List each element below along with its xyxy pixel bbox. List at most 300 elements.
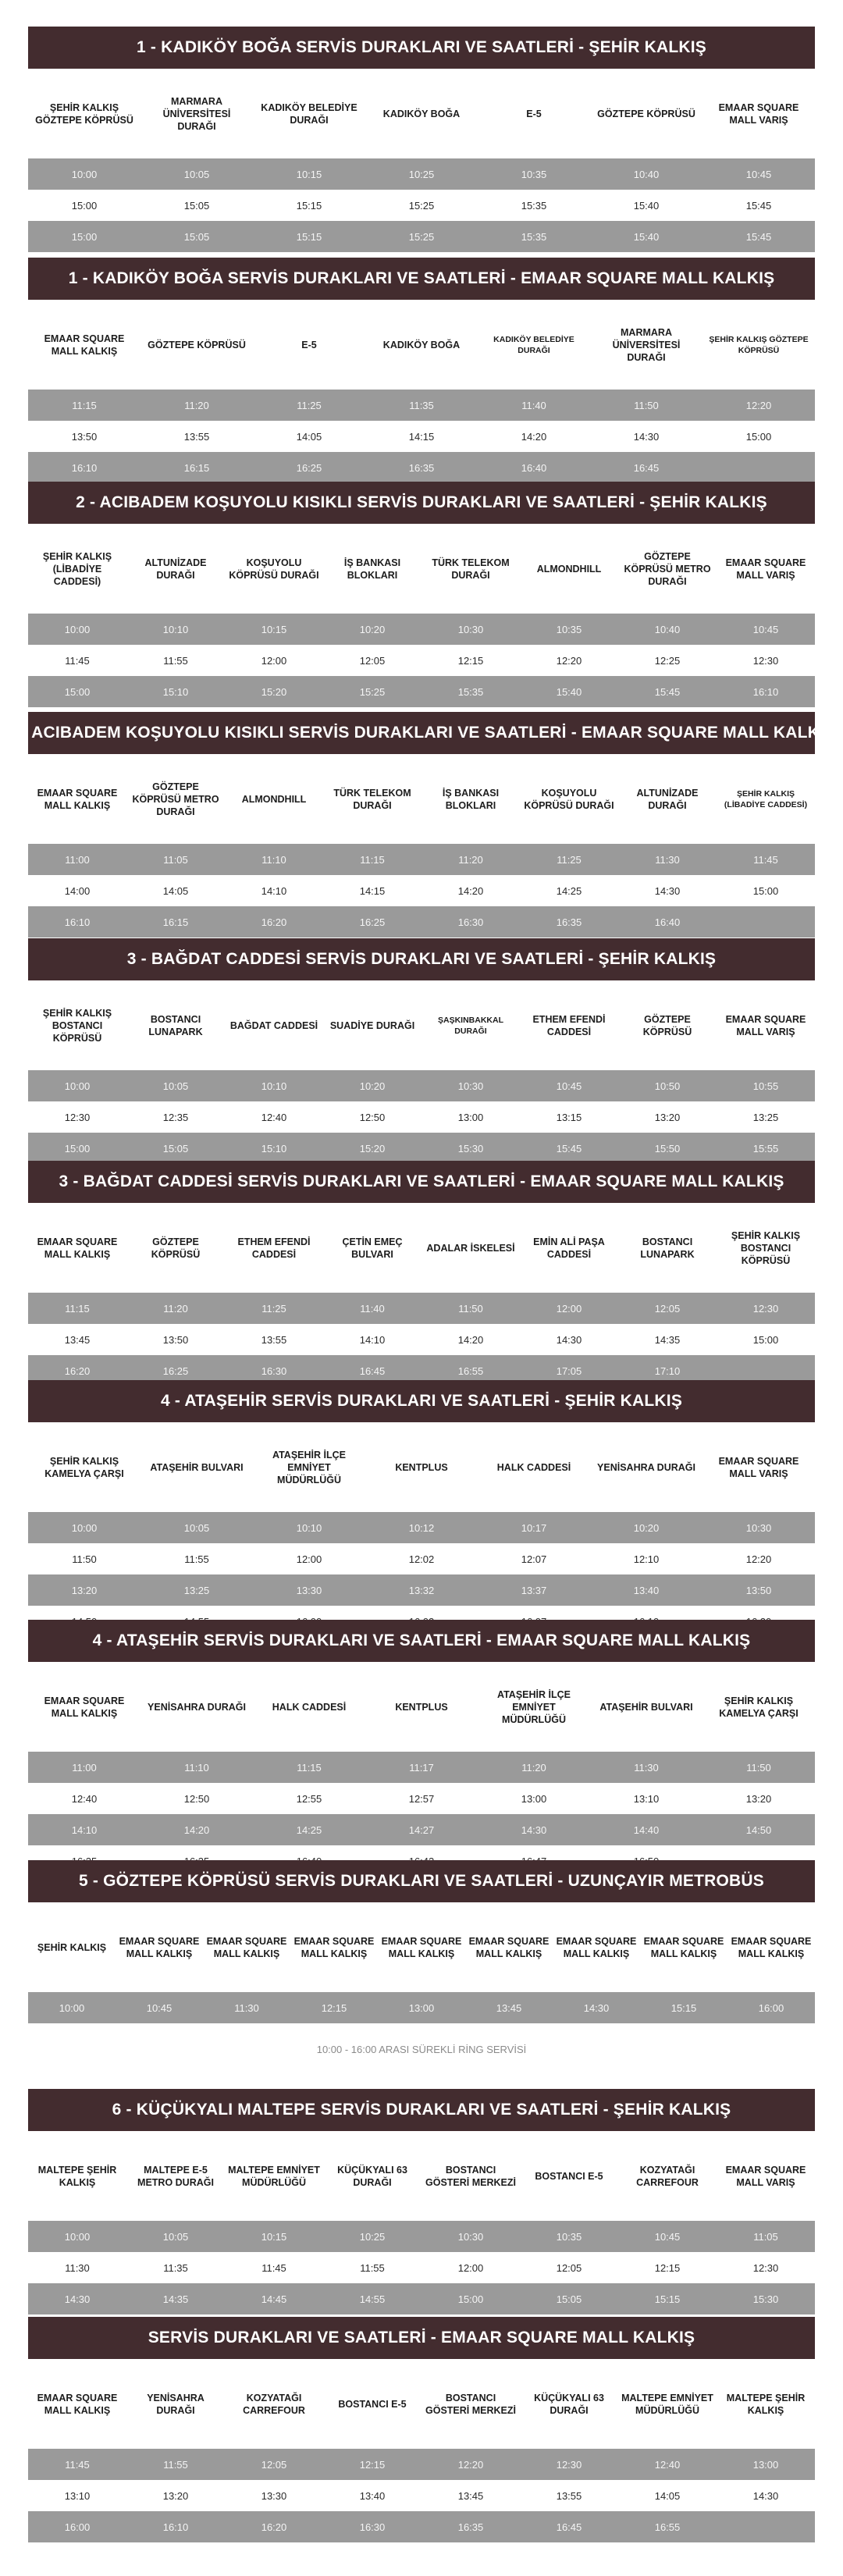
schedule-row <box>28 1293 815 1324</box>
stop-name-header: EMİN ALİ PAŞA CADDESİ <box>533 1236 605 1260</box>
stop-name-header: MALTEPE EMNİYET MÜDÜRLÜĞÜ <box>228 2164 320 2188</box>
stop-name-header: EMAAR SQUARE MALL KALKIŞ <box>44 333 125 357</box>
departure-time-cell: 15:05 <box>162 1142 189 1155</box>
departure-time-cell: 10:15 <box>296 168 322 180</box>
departure-time-cell: 11:10 <box>184 1761 209 1774</box>
stop-name-header: EMAAR SQUARE MALL KALKIŞ <box>44 1695 125 1719</box>
departure-time-cell: 14:15 <box>408 430 435 443</box>
stop-name-header: EMAAR SQUARE MALL KALKIŞ <box>119 1935 200 1959</box>
departure-time-cell: 13:20 <box>654 1111 681 1123</box>
schedule-row <box>28 614 815 645</box>
stop-name-header: EMAAR SQUARE MALL KALKIŞ <box>556 1935 637 1959</box>
departure-time-cell: 12:50 <box>359 1111 386 1123</box>
departure-time-cell: 14:00 <box>64 884 91 897</box>
departure-time-cell: 16:10 <box>752 685 779 698</box>
stop-name-header: GÖZTEPE KÖPRÜSÜ <box>597 108 695 119</box>
section-title: 4 - ATAŞEHİR SERVİS DURAKLARI VE SAATLERİ - ŞEHİR KALKIŞ <box>28 1380 815 1422</box>
departure-time-cell: 11:30 <box>634 1761 659 1774</box>
stop-name-header: BOSTANCI E-5 <box>338 2398 407 2410</box>
departure-time-cell: 11:15 <box>360 853 385 866</box>
departure-time-cell: 17:05 <box>556 1364 582 1377</box>
departure-time-cell: 11:45 <box>65 654 90 667</box>
stop-header-row <box>28 1662 815 1752</box>
departure-time-cell: 16:55 <box>654 2521 681 2533</box>
departure-time-cell: 12:05 <box>359 654 386 667</box>
stop-name-header: MALTEPE ŞEHİR KALKIŞ <box>726 2392 806 2416</box>
departure-time-cell: 14:25 <box>556 884 582 897</box>
departure-time-cell: 10:17 <box>521 1521 547 1534</box>
stop-name-header: ATAŞEHİR İLÇE EMNİYET MÜDÜRLÜĞÜ <box>497 1688 571 1725</box>
departure-time-cell: 15:00 <box>752 884 779 897</box>
schedule-row <box>28 1752 815 1783</box>
departure-time-cell: 10:00 <box>71 1521 98 1534</box>
departure-time-cell: 13:00 <box>457 1111 484 1123</box>
schedule-row <box>28 390 815 421</box>
departure-time-cell: 15:35 <box>521 230 547 243</box>
departure-time-cell: 11:45 <box>753 853 778 866</box>
departure-time-cell: 11:50 <box>746 1761 771 1774</box>
departure-time-cell: 12:15 <box>457 654 484 667</box>
departure-time-cell: 14:50 <box>745 1823 772 1836</box>
stop-name-header: KOZYATAĞI CARREFOUR <box>243 2392 305 2416</box>
departure-time-cell: 10:45 <box>654 2230 681 2243</box>
section-title: 6 - KÜÇÜKYALI MALTEPE SERVİS DURAKLARI VE SAATLERİ - ŞEHİR KALKIŞ <box>28 2089 815 2131</box>
departure-time-cell: 14:05 <box>654 2489 681 2502</box>
schedule-row <box>28 421 815 452</box>
departure-time-cell: 14:30 <box>752 2489 779 2502</box>
departure-time-cell: 11:15 <box>65 1302 90 1315</box>
stop-name-header: GÖZTEPE KÖPRÜSÜ <box>151 1236 201 1260</box>
departure-time-cell: 13:50 <box>162 1333 189 1346</box>
departure-time-cell: 11:50 <box>72 1553 97 1565</box>
section-title: 4 - ATAŞEHİR SERVİS DURAKLARI VE SAATLERİ - EMAAR SQUARE MALL KALKIŞ <box>28 1620 815 1662</box>
departure-time-cell: 10:55 <box>752 1080 779 1092</box>
schedule-section <box>28 1620 815 1877</box>
schedule-row <box>28 1101 815 1133</box>
departure-time-cell: 14:30 <box>521 1823 547 1836</box>
departure-time-cell: 15:45 <box>654 685 681 698</box>
stop-header-row <box>28 300 815 390</box>
departure-time-cell: 16:35 <box>556 916 582 928</box>
departure-time-cell: 13:50 <box>745 1584 772 1596</box>
departure-time-cell: 17:10 <box>654 1364 681 1377</box>
departure-time-cell: 11:15 <box>297 1761 322 1774</box>
departure-time-cell: 14:10 <box>71 1823 98 1836</box>
departure-time-cell: 15:15 <box>654 2293 681 2305</box>
departure-time-cell: 15:00 <box>71 230 98 243</box>
schedule-section <box>28 258 815 483</box>
stop-header-row <box>28 2131 815 2221</box>
departure-time-cell: 12:05 <box>261 2458 287 2471</box>
departure-time-cell: 12:15 <box>359 2458 386 2471</box>
departure-time-cell: 10:35 <box>521 168 547 180</box>
departure-time-cell: 10:35 <box>556 2230 582 2243</box>
schedule-row <box>28 2252 815 2283</box>
stop-name-header: TÜRK TELEKOM DURAĞI <box>432 557 510 581</box>
departure-time-cell: 16:10 <box>162 2521 189 2533</box>
stop-name-header: ATAŞEHİR BULVARI <box>599 1701 693 1713</box>
departure-time-cell: 14:30 <box>556 1333 582 1346</box>
stop-name-header: EMAAR SQUARE MALL VARIŞ <box>718 1455 799 1479</box>
departure-time-cell: 11:10 <box>261 853 286 866</box>
schedule-section <box>28 1380 815 1637</box>
stop-name-header: ŞEHİR KALKIŞ GÖZTEPE KÖPRÜSÜ <box>709 334 809 355</box>
stop-name-header: EMAAR SQUARE MALL KALKIŞ <box>37 2392 118 2416</box>
departure-time-cell: 15:00 <box>64 685 91 698</box>
departure-time-cell: 16:35 <box>457 2521 484 2533</box>
departure-time-cell: 11:25 <box>261 1302 286 1315</box>
departure-time-cell: 15:00 <box>71 199 98 212</box>
departure-time-cell: 15:35 <box>521 199 547 212</box>
departure-time-cell: 10:05 <box>183 168 210 180</box>
departure-time-cell: 13:20 <box>162 2489 189 2502</box>
departure-time-cell: 12:57 <box>408 1792 435 1805</box>
stop-name-header: KOŞUYOLU KÖPRÜSÜ DURAĞI <box>524 787 614 811</box>
departure-time-cell: 12:40 <box>261 1111 287 1123</box>
stop-name-header: EMAAR SQUARE MALL VARIŞ <box>718 101 799 126</box>
departure-time-cell: 10:05 <box>183 1521 210 1534</box>
departure-time-cell: 11:20 <box>521 1761 546 1774</box>
departure-time-cell: 11:50 <box>458 1302 483 1315</box>
departure-time-cell: 14:40 <box>633 1823 660 1836</box>
departure-time-cell: 16:15 <box>162 916 189 928</box>
stop-name-header: ATAŞEHİR İLÇE EMNİYET MÜDÜRLÜĞÜ <box>272 1449 346 1485</box>
stop-name-header: ALMONDHILL <box>241 793 307 805</box>
departure-time-cell: 16:30 <box>261 1364 287 1377</box>
stop-name-header: HALK CADDESİ <box>272 1701 347 1713</box>
departure-time-cell: 16:25 <box>162 1364 189 1377</box>
stop-header-row <box>28 524 815 614</box>
departure-time-cell: 10:45 <box>146 2001 173 2014</box>
departure-time-cell: 14:30 <box>64 2293 91 2305</box>
departure-time-cell: 13:00 <box>521 1792 547 1805</box>
stop-name-header: GÖZTEPE KÖPRÜSÜ METRO DURAĞI <box>132 781 219 817</box>
departure-time-cell: 11:50 <box>634 399 659 411</box>
departure-time-cell: 10:30 <box>457 2230 484 2243</box>
departure-time-cell: 14:20 <box>521 430 547 443</box>
stop-name-header: E-5 <box>301 339 317 350</box>
departure-time-cell: 11:55 <box>184 1553 209 1565</box>
stop-name-header: KENTPLUS <box>395 1461 448 1473</box>
departure-time-cell: 10:30 <box>457 1080 484 1092</box>
departure-time-cell: 14:30 <box>583 2001 610 2014</box>
stop-name-header: YENİSAHRA DURAĞI <box>147 2392 205 2416</box>
departure-time-cell: 12:07 <box>521 1553 547 1565</box>
departure-time-cell: 13:45 <box>457 2489 484 2502</box>
departure-time-cell: 12:00 <box>296 1553 322 1565</box>
departure-time-cell: 10:35 <box>556 623 582 635</box>
stop-name-header: ÇETİN EMEÇ BULVARI <box>342 1236 403 1260</box>
stop-name-header: İŞ BANKASI BLOKLARI <box>343 557 401 581</box>
departure-time-cell: 16:00 <box>758 2001 784 2014</box>
stop-name-header: ŞEHİR KALKIŞ GÖZTEPE KÖPRÜSÜ <box>35 101 133 126</box>
schedule-row <box>28 158 815 190</box>
section-title: 3 - BAĞDAT CADDESİ SERVİS DURAKLARI VE SAATLERİ - ŞEHİR KALKIŞ <box>28 938 815 980</box>
stop-name-header: E-5 <box>526 108 542 119</box>
section-title: 1 - KADIKÖY BOĞA SERVİS DURAKLARI VE SAATLERİ - ŞEHİR KALKIŞ <box>28 27 815 69</box>
departure-time-cell: 15:25 <box>408 230 435 243</box>
stop-name-header: GÖZTEPE KÖPRÜSÜ <box>642 1013 692 1037</box>
schedule-section <box>28 938 815 1164</box>
stop-name-header: ŞEHİR KALKIŞ KAMELYA ÇARŞI <box>44 1455 124 1479</box>
stop-name-header: BOSTANCI LUNAPARK <box>148 1013 203 1037</box>
stop-name-header: KADIKÖY BELEDİYE DURAĞI <box>261 101 357 126</box>
departure-time-cell: 13:30 <box>296 1584 322 1596</box>
departure-time-cell: 10:45 <box>752 623 779 635</box>
departure-time-cell: 14:25 <box>296 1823 322 1836</box>
departure-time-cell: 15:25 <box>359 685 386 698</box>
departure-time-cell: 10:00 <box>64 2230 91 2243</box>
stop-name-header: ETHEM EFENDİ CADDESİ <box>237 1236 311 1260</box>
schedule-section <box>28 2317 815 2542</box>
departure-time-cell: 12:15 <box>321 2001 347 2014</box>
stop-header-row <box>28 2359 815 2449</box>
departure-time-cell: 15:35 <box>457 685 484 698</box>
stop-name-header: BOSTANCI LUNAPARK <box>640 1236 695 1260</box>
departure-time-cell: 10:10 <box>162 623 189 635</box>
departure-time-cell: 10:20 <box>359 1080 386 1092</box>
departure-time-cell: 15:40 <box>633 199 660 212</box>
stop-name-header: ALTUNİZADE DURAĞI <box>636 787 699 811</box>
departure-time-cell: 13:32 <box>408 1584 435 1596</box>
departure-time-cell: 10:30 <box>745 1521 772 1534</box>
departure-time-cell: 10:15 <box>261 2230 287 2243</box>
stop-name-header: İŞ BANKASI BLOKLARI <box>442 787 500 811</box>
ring-service-note: 10:00 - 16:00 ARASI SÜREKLİ RİNG SERVİSİ <box>316 2044 527 2055</box>
departure-time-cell: 14:35 <box>654 1333 681 1346</box>
departure-time-cell: 16:45 <box>633 461 660 474</box>
schedule-row <box>28 2283 815 2314</box>
departure-time-cell: 10:40 <box>654 623 681 635</box>
departure-time-cell: 15:40 <box>556 685 582 698</box>
departure-time-cell: 16:10 <box>64 916 91 928</box>
departure-time-cell: 13:00 <box>408 2001 435 2014</box>
departure-time-cell: 12:30 <box>752 1302 779 1315</box>
departure-time-cell: 11:45 <box>65 2458 90 2471</box>
departure-time-cell: 12:02 <box>408 1553 435 1565</box>
departure-time-cell: 13:25 <box>752 1111 779 1123</box>
stop-name-header: ŞEHİR KALKIŞ BOSTANCI KÖPRÜSÜ <box>42 1007 112 1044</box>
departure-time-cell: 10:25 <box>359 2230 386 2243</box>
stop-name-header: EMAAR SQUARE MALL KALKIŞ <box>293 1935 375 1959</box>
section-title: 3 - BAĞDAT CADDESİ SERVİS DURAKLARI VE SAATLERİ - EMAAR SQUARE MALL KALKIŞ <box>28 1161 815 1203</box>
section-title: 5 - GÖZTEPE KÖPRÜSÜ SERVİS DURAKLARI VE SAATLERİ - UZUNÇAYIR METROBÜS <box>28 1860 815 1902</box>
departure-time-cell: 16:30 <box>359 2521 386 2533</box>
departure-time-cell: 16:45 <box>556 2521 582 2533</box>
departure-time-cell: 15:05 <box>556 2293 582 2305</box>
departure-time-cell: 15:45 <box>745 230 772 243</box>
schedule-section <box>28 482 815 707</box>
departure-time-cell: 10:00 <box>59 2001 85 2014</box>
departure-time-cell: 11:00 <box>65 853 90 866</box>
section-title: 2 - ACIBADEM KOŞUYOLU KISIKLI SERVİS DURAKLARI VE SAATLERİ - EMAAR SQUARE MALL KALKIŞ <box>28 712 815 754</box>
departure-time-cell: 13:10 <box>64 2489 91 2502</box>
stop-name-header: KADIKÖY BOĞA <box>382 108 461 119</box>
departure-time-cell: 11:35 <box>163 2261 188 2274</box>
departure-time-cell: 11:45 <box>261 2261 286 2274</box>
departure-time-cell: 12:15 <box>654 2261 681 2274</box>
departure-time-cell: 14:05 <box>296 430 322 443</box>
departure-time-cell: 16:20 <box>64 1364 91 1377</box>
stop-name-header: KOŞUYOLU KÖPRÜSÜ DURAĞI <box>229 557 319 581</box>
schedule-row <box>28 2221 815 2252</box>
stop-name-header: EMAAR SQUARE MALL KALKIŞ <box>206 1935 287 1959</box>
departure-time-cell: 15:50 <box>654 1142 681 1155</box>
departure-time-cell: 10:00 <box>64 1080 91 1092</box>
departure-time-cell: 16:45 <box>359 1364 386 1377</box>
departure-time-cell: 12:20 <box>457 2458 484 2471</box>
stop-name-header: KENTPLUS <box>395 1701 448 1713</box>
stop-name-header: ŞAŞKINBAKKAL DURAĞI <box>438 1015 503 1036</box>
departure-time-cell: 16:00 <box>64 2521 91 2533</box>
departure-time-cell: 16:20 <box>261 2521 287 2533</box>
departure-time-cell: 15:05 <box>183 230 210 243</box>
departure-time-cell: 14:10 <box>261 884 287 897</box>
departure-time-cell: 13:25 <box>183 1584 210 1596</box>
departure-time-cell: 16:55 <box>457 1364 484 1377</box>
stop-name-header: YENİSAHRA DURAĞI <box>148 1701 246 1713</box>
section-title: 1 - KADIKÖY BOĞA SERVİS DURAKLARI VE SAATLERİ - EMAAR SQUARE MALL KALKIŞ <box>28 258 815 300</box>
stop-name-header: MALTEPE ŞEHİR KALKIŞ <box>37 2164 117 2188</box>
stop-name-header: EMAAR SQUARE MALL KALKIŞ <box>381 1935 462 1959</box>
schedule-row <box>28 2511 815 2542</box>
departure-time-cell: 10:45 <box>556 1080 582 1092</box>
schedule-row <box>28 1543 815 1574</box>
departure-time-cell: 11:20 <box>184 399 209 411</box>
stop-name-header: EMAAR SQUARE MALL VARIŞ <box>725 557 806 581</box>
departure-time-cell: 15:05 <box>183 199 210 212</box>
departure-time-cell: 10:05 <box>162 2230 189 2243</box>
stop-name-header: EMAAR SQUARE MALL KALKIŞ <box>731 1935 812 1959</box>
stop-name-header: MALTEPE E-5 METRO DURAĞI <box>137 2164 214 2188</box>
stop-name-header: BAĞDAT CADDESİ <box>229 1019 318 1031</box>
departure-time-cell: 14:10 <box>359 1333 386 1346</box>
departure-time-cell: 12:30 <box>64 1111 91 1123</box>
departure-time-cell: 16:35 <box>408 461 435 474</box>
stop-name-header: KADIKÖY BOĞA <box>382 339 461 350</box>
departure-time-cell: 15:15 <box>670 2001 697 2014</box>
departure-time-cell: 11:30 <box>65 2261 90 2274</box>
departure-time-cell: 10:00 <box>71 168 98 180</box>
departure-time-cell: 10:25 <box>408 168 435 180</box>
departure-time-cell: 15:00 <box>745 430 772 443</box>
stop-name-header: HALK CADDESİ <box>496 1461 571 1473</box>
departure-time-cell: 11:00 <box>72 1761 97 1774</box>
departure-time-cell: 10:45 <box>745 168 772 180</box>
schedule-row <box>28 2449 815 2480</box>
stop-name-header: ŞEHİR KALKIŞ BOSTANCI KÖPRÜSÜ <box>731 1229 801 1266</box>
departure-time-cell: 15:15 <box>296 199 322 212</box>
departure-time-cell: 15:10 <box>261 1142 287 1155</box>
section-title: 2 - ACIBADEM KOŞUYOLU KISIKLI SERVİS DURAKLARI VE SAATLERİ - ŞEHİR KALKIŞ <box>28 482 815 524</box>
departure-time-cell: 14:20 <box>183 1823 210 1836</box>
stop-name-header: ATAŞEHİR BULVARI <box>150 1461 244 1473</box>
departure-time-cell: 12:50 <box>183 1792 210 1805</box>
departure-time-cell: 15:10 <box>162 685 189 698</box>
schedule-row <box>28 190 815 221</box>
schedule-row <box>28 645 815 676</box>
schedule-row <box>28 221 815 252</box>
departure-time-cell: 14:15 <box>359 884 386 897</box>
departure-time-cell: 12:00 <box>261 654 287 667</box>
departure-time-cell: 15:25 <box>408 199 435 212</box>
schedule-row <box>28 1133 815 1164</box>
stop-name-header: KÜÇÜKYALI 63 DURAĞI <box>534 2392 604 2416</box>
departure-time-cell: 11:35 <box>409 399 434 411</box>
departure-time-cell: 15:55 <box>752 1142 779 1155</box>
stop-name-header: EMAAR SQUARE MALL KALKIŞ <box>37 1236 118 1260</box>
stop-name-header: ALTUNİZADE DURAĞI <box>144 557 207 581</box>
stop-name-header: MALTEPE EMNİYET MÜDÜRLÜĞÜ <box>621 2392 713 2416</box>
departure-time-cell: 14:20 <box>457 1333 484 1346</box>
departure-time-cell: 10:10 <box>261 1080 287 1092</box>
departure-time-cell: 12:20 <box>556 654 582 667</box>
departure-time-cell: 11:20 <box>458 853 483 866</box>
departure-time-cell: 15:00 <box>64 1142 91 1155</box>
departure-time-cell: 16:40 <box>654 916 681 928</box>
departure-time-cell: 11:25 <box>297 399 322 411</box>
schedule-row <box>28 2480 815 2511</box>
schedule-row <box>28 1574 815 1606</box>
stop-name-header: ŞEHİR KALKIŞ (LİBADİYE CADDESİ) <box>724 788 808 809</box>
departure-time-cell: 16:15 <box>183 461 210 474</box>
departure-time-cell: 16:20 <box>261 916 287 928</box>
schedule-row <box>28 1783 815 1814</box>
schedule-section <box>28 2089 815 2314</box>
stop-name-header: ETHEM EFENDİ CADDESİ <box>532 1013 606 1037</box>
departure-time-cell: 15:15 <box>296 230 322 243</box>
schedule-row <box>28 1512 815 1543</box>
departure-time-cell: 16:30 <box>457 916 484 928</box>
departure-time-cell: 14:30 <box>654 884 681 897</box>
departure-time-cell: 11:40 <box>521 399 546 411</box>
stop-name-header: ALMONDHILL <box>536 563 602 575</box>
departure-time-cell: 15:20 <box>261 685 287 698</box>
departure-time-cell: 15:20 <box>359 1142 386 1155</box>
departure-time-cell: 14:45 <box>261 2293 287 2305</box>
departure-time-cell: 13:45 <box>64 1333 91 1346</box>
departure-time-cell: 16:40 <box>521 461 547 474</box>
departure-time-cell: 11:40 <box>360 1302 385 1315</box>
departure-time-cell: 15:45 <box>745 199 772 212</box>
departure-time-cell: 10:50 <box>654 1080 681 1092</box>
departure-time-cell: 13:55 <box>183 430 210 443</box>
stop-name-header: ADALAR İSKELESİ <box>426 1242 515 1254</box>
departure-time-cell: 12:40 <box>654 2458 681 2471</box>
stop-header-row <box>28 1203 815 1293</box>
stop-header-row <box>28 980 815 1070</box>
departure-time-cell: 11:05 <box>753 2230 778 2243</box>
stop-name-header: BOSTANCI GÖSTERİ MERKEZİ <box>425 2392 516 2416</box>
departure-time-cell: 13:50 <box>71 430 98 443</box>
stop-name-header: KADIKÖY BELEDİYE DURAĞI <box>493 334 574 355</box>
departure-time-cell: 11:55 <box>163 654 188 667</box>
stop-header-row <box>28 754 815 844</box>
departure-time-cell: 14:30 <box>633 430 660 443</box>
departure-time-cell: 13:00 <box>752 2458 779 2471</box>
departure-time-cell: 13:55 <box>556 2489 582 2502</box>
departure-time-cell: 13:37 <box>521 1584 547 1596</box>
departure-time-cell: 12:00 <box>457 2261 484 2274</box>
stop-name-header: MARMARA ÜNİVERSİTESİ DURAĞI <box>612 326 681 363</box>
departure-time-cell: 15:00 <box>457 2293 484 2305</box>
departure-time-cell: 11:30 <box>234 2001 259 2014</box>
departure-time-cell: 13:20 <box>745 1792 772 1805</box>
departure-time-cell: 13:15 <box>556 1111 582 1123</box>
departure-time-cell: 13:40 <box>633 1584 660 1596</box>
stop-name-header: ŞEHİR KALKIŞ <box>37 1941 107 1953</box>
departure-time-cell: 10:20 <box>633 1521 660 1534</box>
